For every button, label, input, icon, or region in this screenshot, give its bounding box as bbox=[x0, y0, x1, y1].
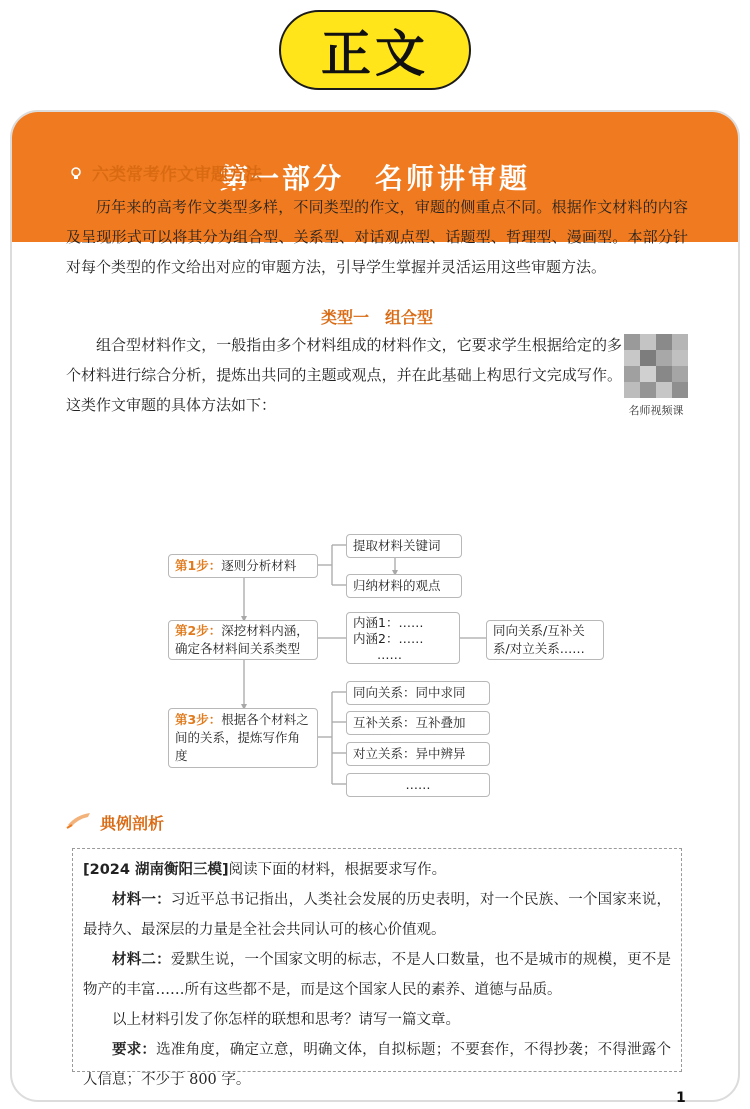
material-one-label: 材料一： bbox=[112, 892, 171, 908]
step1-box bbox=[168, 554, 318, 578]
step2-label: 第2步： bbox=[175, 623, 222, 638]
relation-opposite-box: 对立关系：异中辨异 bbox=[346, 742, 490, 766]
relation-same-box: 同向关系：同中求同 bbox=[346, 681, 490, 705]
requirements bbox=[83, 1035, 671, 1095]
step1-keyword-box: 提取材料关键词 bbox=[346, 534, 462, 558]
badge-label: 正文 bbox=[321, 25, 429, 83]
material-two-label: 材料二： bbox=[112, 952, 171, 968]
step1-text: 逐则分析材料 bbox=[221, 558, 297, 573]
material-two-text: 爱默生说，一个国家文明的标志，不是人口数量，也不是城市的规模，更不是物产的丰富……所有这些都不是，而是这个国家人民的素养、道德与品质。 bbox=[83, 952, 672, 998]
type-paragraph: 组合型材料作文，一般指由多个材料组成的材料作文，它要求学生根据给定的多个材料进行综合分析，提炼出共同的主题或观点，并在此基础上构思行文完成写作。这类作文审题的具体方法如下： bbox=[66, 336, 622, 414]
pen-icon bbox=[66, 811, 92, 833]
page-number: 1 bbox=[676, 1090, 686, 1106]
type-heading: 类型一 组合型 bbox=[320, 308, 433, 327]
relation-complement-box: 互补关系：互补叠加 bbox=[346, 711, 490, 735]
step2-box bbox=[168, 620, 318, 660]
step3-text: 根据各个材料之间的关系，提炼写作角度 bbox=[175, 712, 309, 763]
step3-label: 第3步： bbox=[175, 712, 222, 727]
example-intro bbox=[83, 855, 671, 885]
material-two bbox=[83, 945, 671, 1005]
example-box bbox=[72, 848, 682, 1088]
connotation-1: 内涵1：…… bbox=[353, 615, 424, 630]
step2-connotation-box bbox=[346, 612, 460, 664]
relation-more-box: …… bbox=[346, 773, 490, 797]
example-title: 典例剖析 bbox=[100, 813, 165, 833]
connotation-2: 内涵2：…… bbox=[353, 631, 424, 646]
step2-text: 深挖材料内涵，确定各材料间关系类型 bbox=[175, 623, 309, 656]
material-one bbox=[83, 885, 671, 945]
video-caption: 名师视频课 bbox=[628, 404, 684, 417]
part-title: 第一部分 名师讲审题 bbox=[219, 162, 530, 195]
intro-paragraph: 历年来的高考作文类型多样，不同类型的作文，审题的侧重点不同。根据作文材料的内容及呈现形式可以将其分为组合型、关系型、对话观点型、话题型、哲理型、漫画型。本部分针对每个类型的作文给出对应的审题方法，引导学生掌握并灵活运用这些审题方法。 bbox=[66, 198, 688, 276]
example-source: [2024 湖南衡阳三模] bbox=[83, 862, 229, 878]
writing-prompt: 以上材料引发了你怎样的联想和思考？请写一篇文章。 bbox=[112, 1012, 460, 1028]
example-instruction: 阅读下面的材料，根据要求写作。 bbox=[228, 862, 447, 878]
connotation-more: …… bbox=[377, 647, 402, 662]
requirements-text: 选准角度，确定立意，明确文体，自拟标题；不要套作，不得抄袭；不得泄露个人信息；不少于 800 字。 bbox=[83, 1042, 672, 1088]
material-one-text: 习近平总书记指出，人类社会发展的历史表明，对一个民族、一个国家来说，最持久、最深层的力量是全社会共同认可的核心价值观。 bbox=[83, 892, 672, 938]
step3-box bbox=[168, 708, 318, 768]
step2-relation-box: 同向关系/互补关系/对立关系…… bbox=[486, 620, 604, 660]
requirements-label: 要求： bbox=[112, 1042, 157, 1058]
section-title: 六类常考作文审题方法 bbox=[92, 160, 262, 188]
step1-label: 第1步： bbox=[175, 558, 222, 573]
example-heading bbox=[66, 810, 164, 834]
step1-viewpoint-box: 归纳材料的观点 bbox=[346, 574, 462, 598]
